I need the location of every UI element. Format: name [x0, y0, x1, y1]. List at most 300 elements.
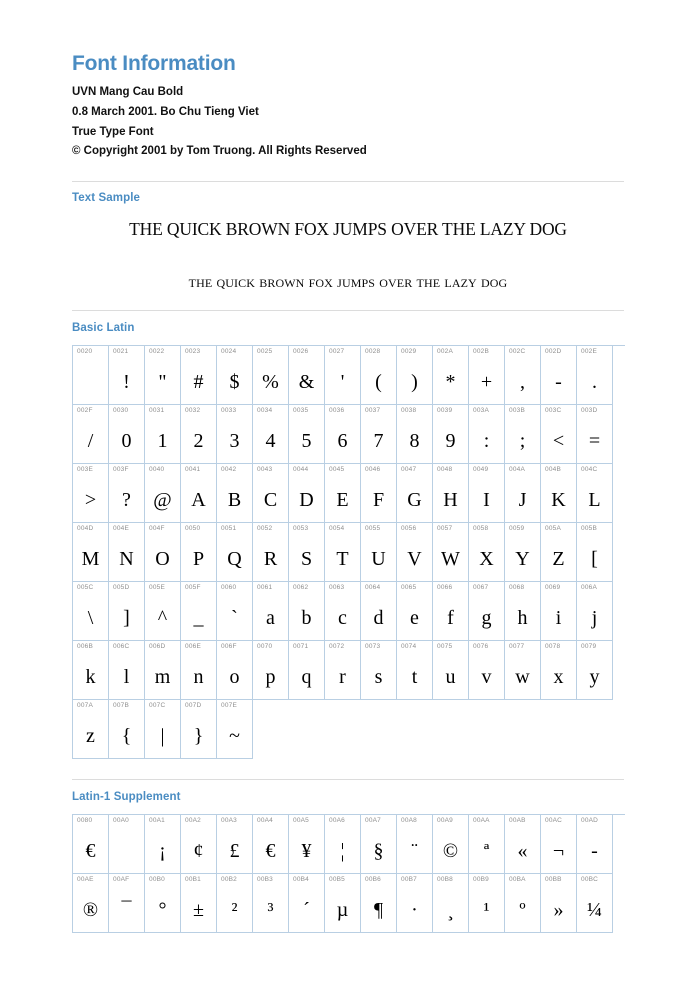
glyph-cell	[577, 874, 613, 933]
glyph-codepoint: 002B	[473, 348, 489, 356]
glyph-codepoint: 00B9	[473, 876, 489, 884]
glyph-codepoint: 0071	[293, 643, 309, 651]
glyph-cell	[217, 346, 253, 405]
glyph-cell	[145, 582, 181, 641]
glyph-codepoint: 006E	[185, 643, 201, 651]
glyph-character: j	[591, 607, 598, 630]
glyph-character: f	[447, 607, 454, 630]
glyph-character: x	[553, 666, 564, 689]
glyph-character: }	[193, 725, 204, 748]
glyph-character: '	[340, 371, 345, 394]
glyph-codepoint: 0073	[365, 643, 381, 651]
glyph-character: R	[263, 548, 278, 571]
glyph-codepoint: 003A	[473, 407, 489, 415]
glyph-character: ¸	[447, 899, 454, 922]
glyph-codepoint: 00B6	[365, 876, 381, 884]
glyph-codepoint: 0075	[437, 643, 453, 651]
glyph-character: :	[483, 430, 490, 453]
glyph-codepoint: 004E	[113, 525, 129, 533]
glyph-codepoint: 002C	[509, 348, 526, 356]
glyph-codepoint: 0022	[149, 348, 165, 356]
glyph-character: #	[193, 371, 204, 394]
glyph-cell	[109, 582, 145, 641]
glyph-codepoint: 0067	[473, 584, 489, 592]
glyph-cell	[361, 405, 397, 464]
glyph-codepoint: 00B5	[329, 876, 345, 884]
glyph-character: +	[480, 371, 493, 394]
glyph-codepoint: 005A	[545, 525, 561, 533]
glyph-character: h	[517, 607, 528, 630]
glyph-codepoint: 00A5	[293, 817, 309, 825]
glyph-codepoint: 0037	[365, 407, 381, 415]
glyph-character: O	[155, 548, 170, 571]
glyph-cell	[469, 874, 505, 933]
glyph-codepoint: 0049	[473, 466, 489, 474]
glyph-codepoint: 0032	[185, 407, 201, 415]
glyph-cell	[505, 523, 541, 582]
glyph-codepoint: 0062	[293, 584, 309, 592]
glyph-codepoint: 0047	[401, 466, 417, 474]
glyph-codepoint: 0046	[365, 466, 381, 474]
glyph-codepoint: 0045	[329, 466, 345, 474]
glyph-cell	[469, 405, 505, 464]
glyph-codepoint: 0033	[221, 407, 237, 415]
glyph-cell	[541, 641, 577, 700]
glyph-cell	[469, 523, 505, 582]
glyph-cell	[577, 523, 613, 582]
glyph-character: D	[299, 489, 314, 512]
text-sample-block	[72, 219, 624, 292]
glyph-character: 7	[373, 430, 384, 453]
document-header	[72, 0, 624, 162]
glyph-codepoint: 00AB	[509, 817, 526, 825]
section-heading-text-sample: Text Sample	[72, 192, 140, 205]
glyph-cell	[217, 523, 253, 582]
glyph-character: ´	[303, 899, 310, 922]
glyph-character: ?	[122, 489, 131, 512]
glyph-cell	[217, 700, 253, 759]
glyph-cell	[361, 815, 397, 874]
glyph-character: ¦	[340, 840, 345, 863]
glyph-codepoint: 004F	[149, 525, 165, 533]
section-heading-latin1-supplement: Latin-1 Supplement	[72, 791, 181, 804]
glyph-cell	[181, 523, 217, 582]
glyph-character: ±	[193, 899, 204, 922]
glyph-cell	[109, 815, 145, 874]
glyph-codepoint: 0054	[329, 525, 345, 533]
glyph-codepoint: 007A	[77, 702, 93, 710]
glyph-character: A	[191, 489, 206, 512]
glyph-codepoint: 003F	[113, 466, 129, 474]
glyph-codepoint: 0076	[473, 643, 489, 651]
glyph-cell	[253, 641, 289, 700]
glyph-cell	[361, 346, 397, 405]
glyph-cell	[73, 405, 109, 464]
glyph-cell	[397, 582, 433, 641]
glyph-character: 0	[121, 430, 132, 453]
glyph-codepoint: 006F	[221, 643, 237, 651]
glyph-codepoint: 0080	[77, 817, 93, 825]
glyph-cell	[325, 582, 361, 641]
glyph-character: ¹	[483, 899, 490, 922]
glyph-character: v	[481, 666, 492, 689]
glyph-character: P	[192, 548, 205, 571]
glyph-character: ·	[411, 899, 418, 922]
glyph-cell	[145, 405, 181, 464]
glyph-cell	[289, 815, 325, 874]
glyph-character: )	[411, 371, 418, 394]
glyph-character: u	[445, 666, 456, 689]
glyph-cell	[397, 815, 433, 874]
glyph-character: s	[374, 666, 383, 689]
glyph-cell	[505, 874, 541, 933]
glyph-codepoint: 0068	[509, 584, 525, 592]
glyph-character: F	[372, 489, 385, 512]
glyph-character: -	[555, 371, 562, 394]
glyph-cell	[577, 641, 613, 700]
glyph-character: µ	[336, 899, 349, 922]
glyph-cell	[505, 405, 541, 464]
glyph-character: .	[592, 371, 597, 394]
glyph-cell	[469, 464, 505, 523]
glyph-codepoint: 002D	[545, 348, 562, 356]
glyph-cell	[217, 874, 253, 933]
glyph-cell	[433, 405, 469, 464]
glyph-codepoint: 007B	[113, 702, 129, 710]
glyph-cell	[145, 815, 181, 874]
glyph-cell	[469, 346, 505, 405]
glyph-character: 9	[445, 430, 456, 453]
glyph-codepoint: 00A1	[149, 817, 165, 825]
glyph-character: =	[588, 430, 601, 453]
glyph-codepoint: 005B	[581, 525, 597, 533]
glyph-cell	[505, 641, 541, 700]
glyph-cell	[361, 582, 397, 641]
glyph-codepoint: 0064	[365, 584, 381, 592]
glyph-codepoint: 00A4	[257, 817, 273, 825]
glyph-codepoint: 002E	[581, 348, 597, 356]
glyph-codepoint: 0058	[473, 525, 489, 533]
page-title: Font Information	[72, 52, 236, 75]
glyph-cell	[181, 700, 217, 759]
glyph-codepoint: 0066	[437, 584, 453, 592]
glyph-codepoint: 00AC	[545, 817, 563, 825]
glyph-cell	[145, 874, 181, 933]
glyph-codepoint: 0029	[401, 348, 417, 356]
glyph-character: «	[517, 840, 528, 863]
glyph-cell	[433, 874, 469, 933]
glyph-codepoint: 0069	[545, 584, 561, 592]
glyph-character: £	[229, 840, 240, 863]
glyph-codepoint: 0031	[149, 407, 165, 415]
sample-lowercase: the quick brown fox jumps over the lazy dog	[188, 272, 508, 292]
glyph-cell	[181, 815, 217, 874]
glyph-codepoint: 0053	[293, 525, 309, 533]
glyph-codepoint: 003C	[545, 407, 562, 415]
glyph-codepoint: 00B2	[221, 876, 237, 884]
glyph-character: ³	[267, 899, 274, 922]
glyph-cell	[505, 346, 541, 405]
glyph-character: r	[339, 666, 346, 689]
glyph-codepoint: 007E	[221, 702, 237, 710]
glyph-character: k	[85, 666, 96, 689]
glyph-codepoint: 0028	[365, 348, 381, 356]
glyph-character: V	[407, 548, 422, 571]
glyph-cell	[73, 464, 109, 523]
glyph-codepoint: 00B1	[185, 876, 201, 884]
glyph-cell	[469, 582, 505, 641]
glyph-cell	[325, 641, 361, 700]
glyph-codepoint: 00A8	[401, 817, 417, 825]
glyph-codepoint: 00B7	[401, 876, 417, 884]
glyph-codepoint: 006D	[149, 643, 166, 651]
glyph-codepoint: 00BB	[545, 876, 562, 884]
glyph-cell	[109, 464, 145, 523]
glyph-codepoint: 0065	[401, 584, 417, 592]
glyph-cell	[325, 405, 361, 464]
glyph-cell	[73, 641, 109, 700]
glyph-codepoint: 0063	[329, 584, 345, 592]
glyph-cell	[109, 523, 145, 582]
glyph-cell	[253, 582, 289, 641]
glyph-character: ²	[231, 899, 238, 922]
glyph-codepoint: 00A6	[329, 817, 345, 825]
glyph-cell	[577, 464, 613, 523]
glyph-character: E	[336, 489, 349, 512]
glyph-codepoint: 0036	[329, 407, 345, 415]
glyph-codepoint: 00B3	[257, 876, 273, 884]
glyph-character	[73, 362, 108, 402]
glyph-codepoint: 004C	[581, 466, 598, 474]
glyph-character: L	[588, 489, 601, 512]
glyph-character: 8	[409, 430, 420, 453]
glyph-codepoint: 0057	[437, 525, 453, 533]
glyph-cell	[361, 874, 397, 933]
glyph-cell	[505, 815, 541, 874]
glyph-character: X	[479, 548, 494, 571]
glyph-character: /	[87, 430, 94, 453]
glyph-cell	[73, 346, 109, 405]
glyph-character: 6	[337, 430, 348, 453]
glyph-character: ¯	[121, 899, 132, 922]
glyph-cell	[73, 815, 109, 874]
glyph-character: €	[265, 840, 276, 863]
glyph-codepoint: 00A0	[113, 817, 129, 825]
glyph-character: z	[86, 725, 95, 748]
glyph-character: e	[410, 607, 419, 630]
glyph-cell	[217, 815, 253, 874]
glyph-cell	[397, 874, 433, 933]
glyph-cell	[289, 582, 325, 641]
glyph-cell	[541, 815, 577, 874]
glyph-codepoint: 003B	[509, 407, 525, 415]
glyph-cell	[325, 815, 361, 874]
font-version: 0.8 March 2001. Bo Chu Tieng Viet	[72, 105, 259, 118]
glyph-codepoint: 0030	[113, 407, 129, 415]
glyph-character: 4	[265, 430, 276, 453]
glyph-cell	[433, 523, 469, 582]
glyph-cell	[109, 405, 145, 464]
glyph-codepoint: 0079	[581, 643, 597, 651]
glyph-codepoint: 0040	[149, 466, 165, 474]
glyph-cell	[577, 346, 613, 405]
glyph-codepoint: 00A2	[185, 817, 201, 825]
glyph-codepoint: 005E	[149, 584, 165, 592]
glyph-character: §	[373, 840, 384, 863]
divider-text-sample	[72, 181, 624, 182]
glyph-cell	[253, 815, 289, 874]
glyph-cell	[253, 874, 289, 933]
glyph-character: W	[441, 548, 460, 571]
glyph-codepoint: 004D	[77, 525, 94, 533]
glyph-codepoint: 00B8	[437, 876, 453, 884]
glyph-character: $	[229, 371, 240, 394]
glyph-cell	[361, 641, 397, 700]
glyph-character: €	[85, 840, 96, 863]
glyph-character: ¢	[193, 840, 204, 863]
glyph-codepoint: 0026	[293, 348, 309, 356]
glyph-character: `	[231, 607, 238, 630]
glyph-character: T	[336, 548, 349, 571]
glyph-codepoint: 004A	[509, 466, 525, 474]
divider-basic-latin	[72, 310, 624, 311]
glyph-character: ;	[519, 430, 526, 453]
glyph-codepoint: 0038	[401, 407, 417, 415]
glyph-character: *	[445, 371, 456, 394]
glyph-cell	[325, 464, 361, 523]
glyph-codepoint: 0020	[77, 348, 93, 356]
glyph-codepoint: 00A7	[365, 817, 381, 825]
glyph-character: B	[227, 489, 242, 512]
glyph-codepoint: 0077	[509, 643, 525, 651]
glyph-character: (	[375, 371, 382, 394]
glyph-grid-basic-latin	[72, 345, 625, 759]
glyph-cell	[145, 464, 181, 523]
glyph-character: m	[154, 666, 171, 689]
glyph-codepoint: 0021	[113, 348, 129, 356]
glyph-character	[109, 831, 144, 871]
glyph-cell	[361, 464, 397, 523]
glyph-codepoint: 0034	[257, 407, 273, 415]
glyph-character: Q	[227, 548, 242, 571]
glyph-codepoint: 005C	[77, 584, 94, 592]
glyph-character: U	[371, 548, 386, 571]
glyph-codepoint: 00AF	[113, 876, 130, 884]
glyph-cell	[253, 405, 289, 464]
glyph-cell	[397, 641, 433, 700]
glyph-character: y	[589, 666, 600, 689]
glyph-cell	[541, 874, 577, 933]
glyph-cell	[289, 346, 325, 405]
glyph-character: °	[158, 899, 167, 922]
glyph-character: H	[443, 489, 458, 512]
glyph-character: n	[193, 666, 204, 689]
glyph-codepoint: 006A	[581, 584, 597, 592]
glyph-character: ~	[229, 725, 240, 748]
glyph-codepoint: 00AA	[473, 817, 490, 825]
glyph-codepoint: 0042	[221, 466, 237, 474]
glyph-codepoint: 007D	[185, 702, 202, 710]
glyph-character: M	[81, 548, 100, 571]
glyph-cell	[145, 523, 181, 582]
glyph-character: ¶	[373, 899, 384, 922]
glyph-character: g	[481, 607, 492, 630]
glyph-cell	[73, 700, 109, 759]
glyph-codepoint: 00A9	[437, 817, 453, 825]
glyph-cell	[433, 641, 469, 700]
glyph-cell	[289, 405, 325, 464]
glyph-codepoint: 00B4	[293, 876, 309, 884]
glyph-cell	[397, 405, 433, 464]
glyph-cell	[325, 346, 361, 405]
glyph-character: Z	[552, 548, 565, 571]
glyph-cell	[145, 346, 181, 405]
glyph-cell	[289, 464, 325, 523]
glyph-cell	[541, 464, 577, 523]
glyph-codepoint: 0023	[185, 348, 201, 356]
glyph-cell	[289, 874, 325, 933]
glyph-cell	[577, 405, 613, 464]
glyph-codepoint: 006B	[77, 643, 93, 651]
glyph-character: ¡	[159, 840, 166, 863]
glyph-cell	[469, 641, 505, 700]
glyph-character: -	[591, 840, 598, 863]
glyph-cell	[325, 874, 361, 933]
glyph-codepoint: 005F	[185, 584, 201, 592]
glyph-character: ©	[442, 840, 459, 863]
glyph-cell	[433, 815, 469, 874]
glyph-character: &	[298, 371, 315, 394]
glyph-character: |	[160, 725, 165, 748]
glyph-character: ®	[82, 899, 99, 922]
glyph-cell	[325, 523, 361, 582]
glyph-character: [	[591, 548, 598, 571]
glyph-codepoint: 0044	[293, 466, 309, 474]
glyph-character: @	[153, 489, 172, 512]
glyph-cell	[217, 582, 253, 641]
glyph-codepoint: 0050	[185, 525, 201, 533]
glyph-character: d	[373, 607, 384, 630]
glyph-character: ¬	[552, 840, 565, 863]
glyph-cell	[433, 464, 469, 523]
glyph-character: a	[266, 607, 275, 630]
glyph-character: l	[123, 666, 130, 689]
glyph-character: 1	[157, 430, 168, 453]
glyph-codepoint: 0035	[293, 407, 309, 415]
glyph-codepoint: 0059	[509, 525, 525, 533]
glyph-cell	[433, 346, 469, 405]
glyph-character: 5	[301, 430, 312, 453]
glyph-codepoint: 0061	[257, 584, 273, 592]
glyph-character: t	[411, 666, 418, 689]
glyph-cell	[217, 405, 253, 464]
glyph-character: J	[518, 489, 527, 512]
section-heading-basic-latin: Basic Latin	[72, 322, 135, 335]
glyph-codepoint: 007C	[149, 702, 166, 710]
glyph-cell	[541, 582, 577, 641]
glyph-cell	[505, 464, 541, 523]
glyph-codepoint: 0051	[221, 525, 237, 533]
glyph-cell	[109, 346, 145, 405]
glyph-cell	[145, 641, 181, 700]
glyph-character: c	[338, 607, 347, 630]
glyph-codepoint: 0048	[437, 466, 453, 474]
glyph-codepoint: 00BC	[581, 876, 599, 884]
glyph-cell	[181, 582, 217, 641]
glyph-character: <	[552, 430, 565, 453]
glyph-codepoint: 00BA	[509, 876, 526, 884]
glyph-cell	[181, 874, 217, 933]
